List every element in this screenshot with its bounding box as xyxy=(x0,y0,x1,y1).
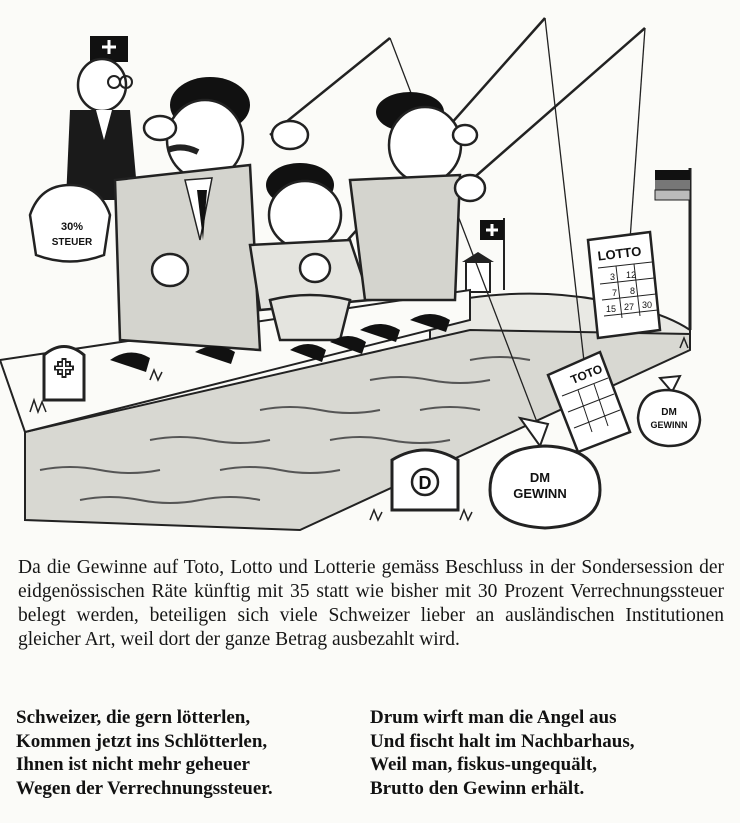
svg-text:15: 15 xyxy=(606,304,617,314)
verse-line: Drum wirft man die Angel aus xyxy=(370,707,617,728)
verse-line: Weil man, fiskus-ungequält, xyxy=(370,754,597,775)
svg-text:8: 8 xyxy=(630,286,636,296)
german-border-stone xyxy=(392,450,458,510)
verse-line: Kommen jetzt ins Schlötterlen, xyxy=(16,730,268,752)
svg-text:TOTO: TOTO xyxy=(568,361,605,387)
verse-left xyxy=(16,706,273,800)
verse-right xyxy=(370,706,634,800)
verse-line: Schweizer, die gern lötterlen, xyxy=(16,707,251,728)
verse-line: Brutto den Gewinn erhält. xyxy=(370,777,585,799)
svg-text:DM: DM xyxy=(661,407,677,418)
svg-text:LOTTO: LOTTO xyxy=(596,243,643,264)
svg-text:7: 7 xyxy=(612,288,618,298)
svg-text:GEWINN: GEWINN xyxy=(513,486,567,501)
svg-text:GEWINN: GEWINN xyxy=(650,420,688,430)
svg-text:STEUER: STEUER xyxy=(51,237,93,248)
swiss-border-stone xyxy=(44,347,84,401)
verse-line: Ihnen ist nicht mehr geheuer xyxy=(16,754,250,775)
svg-text:27: 27 xyxy=(624,302,635,312)
svg-text:DM: DM xyxy=(529,470,551,485)
caption-text: Da die Gewinne auf Toto, Lotto und Lotterie gemäss Beschluss in der Sondersession der eidgenössischen Räte künftig mit 35 statt wie bisher mit 30 Prozent Verrechnungssteuer belegt werden, beteiligen sich viele Schweizer lieber an ausländischen Institutionen gleicher Art, weil dort der ganze Betrag ausbezahlt wird. xyxy=(18,557,724,650)
verse-line: Wegen der Verrechnungssteuer. xyxy=(16,777,273,799)
tax-bag xyxy=(30,185,110,262)
lotto-card xyxy=(588,232,660,338)
svg-text:3: 3 xyxy=(610,272,616,282)
svg-text:12: 12 xyxy=(626,270,637,280)
svg-text:30%: 30% xyxy=(60,221,84,233)
svg-text:30: 30 xyxy=(642,300,653,310)
border-stone-letter: D xyxy=(418,473,432,493)
verse-line: Und fischt halt im Nachbarhaus, xyxy=(370,730,635,752)
